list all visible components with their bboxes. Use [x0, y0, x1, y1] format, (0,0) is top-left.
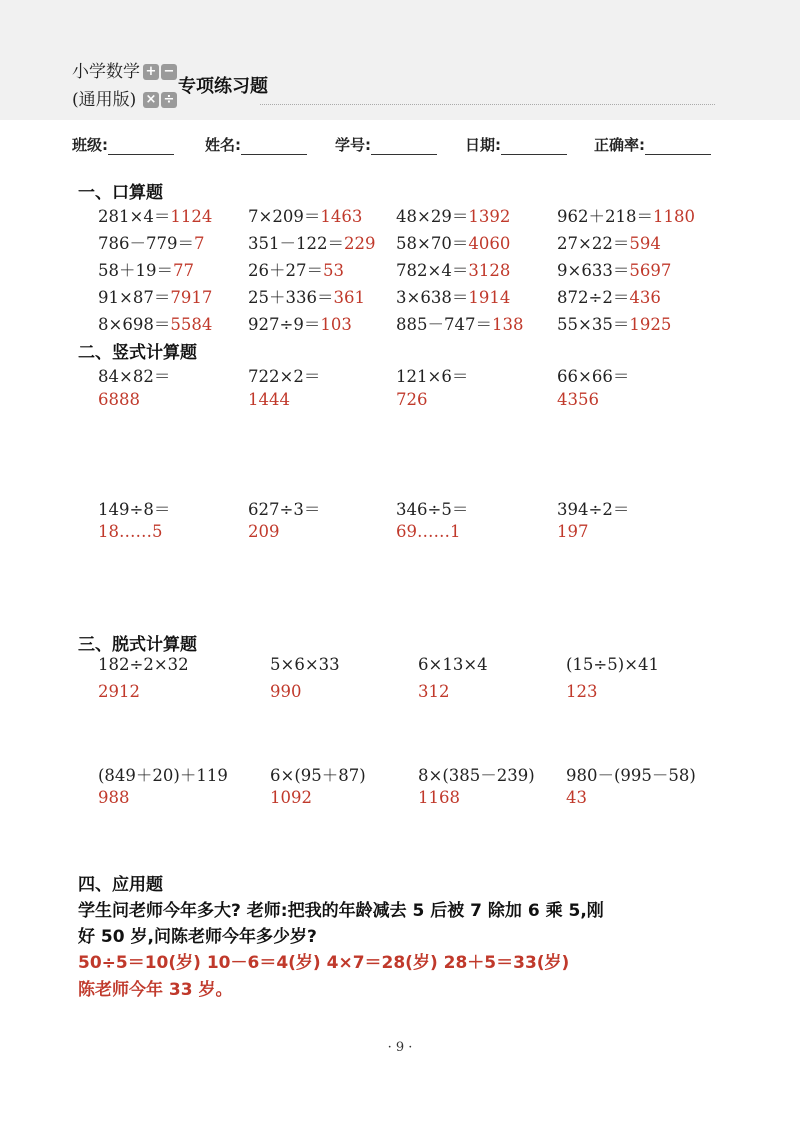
answer: 436 — [629, 288, 661, 307]
answer: 1092 — [270, 788, 312, 807]
word-problem-line2: 好 50 岁,问陈老师今年多少岁? — [78, 927, 317, 947]
stepwise-exercise: 6×13×4 — [418, 655, 488, 674]
oral-exercise: 26＋27＝53 — [248, 261, 344, 280]
oral-exercise: 962＋218＝1180 — [557, 207, 695, 226]
answer: 77 — [173, 261, 194, 280]
worksheet-title: 专项练习题 — [178, 76, 268, 97]
vertical-exercise: 121×6＝ — [396, 367, 469, 386]
accuracy-blank[interactable] — [645, 138, 711, 155]
answer: 2912 — [98, 682, 140, 701]
oral-exercise: 9×633＝5697 — [557, 261, 672, 280]
vertical-exercise: 149÷8＝ — [98, 500, 171, 519]
oral-exercise: 872÷2＝436 — [557, 288, 661, 307]
stepwise-exercise: (849＋20)＋119 — [98, 766, 228, 785]
oral-exercise: 351－122＝229 — [248, 234, 376, 253]
answer: 1444 — [248, 390, 290, 409]
answer: 123 — [566, 682, 598, 701]
answer: 594 — [629, 234, 661, 253]
answer: 6888 — [98, 390, 140, 409]
oral-exercise: 782×4＝3128 — [396, 261, 511, 280]
answer: 209 — [248, 522, 280, 541]
answer: 229 — [344, 234, 376, 253]
oral-exercise: 885－747＝138 — [396, 315, 524, 334]
answer: 1463 — [320, 207, 363, 226]
answer: 138 — [492, 315, 524, 334]
class-blank[interactable] — [108, 138, 174, 155]
answer: 103 — [320, 315, 352, 334]
accuracy-field[interactable] — [594, 134, 711, 155]
oral-exercise: 58×70＝4060 — [396, 234, 511, 253]
section2-title: 二、竖式计算题 — [78, 343, 197, 363]
date-label: 日期: — [465, 136, 501, 154]
answer: 1124 — [170, 207, 213, 226]
date-blank[interactable] — [501, 138, 567, 155]
oral-exercise: 927÷9＝103 — [248, 315, 352, 334]
oral-exercise: 27×22＝594 — [557, 234, 661, 253]
oral-exercise: 281×4＝1124 — [98, 207, 213, 226]
name-blank[interactable] — [241, 138, 307, 155]
vertical-exercise: 394÷2＝ — [557, 500, 630, 519]
vertical-exercise: 722×2＝ — [248, 367, 321, 386]
stepwise-exercise: 182÷2×32 — [98, 655, 189, 674]
word-problem-line1: 学生问老师今年多大? 老师:把我的年龄减去 5 后被 7 除加 6 乘 5,刚 — [78, 901, 604, 921]
answer: 1925 — [629, 315, 672, 334]
header-divider — [260, 104, 715, 105]
stepwise-exercise: 980－(995－58) — [566, 766, 696, 785]
section3-title: 三、脱式计算题 — [78, 635, 197, 655]
oral-exercise: 8×698＝5584 — [98, 315, 213, 334]
vertical-exercise: 66×66＝ — [557, 367, 630, 386]
answer: 361 — [333, 288, 365, 307]
answer: 53 — [323, 261, 344, 280]
answer: 988 — [98, 788, 130, 807]
oral-exercise: 58＋19＝77 — [98, 261, 194, 280]
answer: 4356 — [557, 390, 599, 409]
class-label: 班级: — [72, 136, 108, 154]
minus-icon: − — [161, 64, 177, 80]
vertical-exercise: 627÷3＝ — [248, 500, 321, 519]
answer: 43 — [566, 788, 587, 807]
oral-exercise: 48×29＝1392 — [396, 207, 511, 226]
multiply-icon: × — [143, 92, 159, 108]
solution-conclusion: 陈老师今年 33 岁。 — [78, 980, 233, 1000]
vertical-exercise: 346÷5＝ — [396, 500, 469, 519]
stepwise-exercise: 6×(95＋87) — [270, 766, 366, 785]
divide-icon: ÷ — [161, 92, 177, 108]
answer: 5697 — [629, 261, 672, 280]
brand-line1: 小学数学 — [72, 62, 140, 82]
operator-icons — [143, 60, 179, 112]
page-number: · 9 · — [387, 1040, 413, 1055]
accuracy-label: 正确率: — [594, 136, 645, 154]
answer: 1392 — [468, 207, 511, 226]
answer: 7917 — [170, 288, 213, 307]
answer: 7 — [194, 234, 205, 253]
date-field[interactable] — [465, 134, 567, 155]
oral-exercise: 3×638＝1914 — [396, 288, 511, 307]
answer: 4060 — [468, 234, 511, 253]
brand — [72, 58, 140, 114]
plus-icon: + — [143, 64, 159, 80]
student-id-field[interactable] — [335, 134, 437, 155]
answer: 1168 — [418, 788, 460, 807]
answer: 197 — [557, 522, 589, 541]
answer: 3128 — [468, 261, 511, 280]
answer: 990 — [270, 682, 302, 701]
oral-exercise: 25＋336＝361 — [248, 288, 365, 307]
section4-title: 四、应用题 — [78, 875, 163, 895]
oral-exercise: 7×209＝1463 — [248, 207, 363, 226]
answer: 5584 — [170, 315, 213, 334]
class-field[interactable] — [72, 134, 174, 155]
name-label: 姓名: — [205, 136, 241, 154]
student-id-label: 学号: — [335, 136, 371, 154]
answer: 69……1 — [396, 522, 461, 541]
brand-line2: (通用版) — [72, 90, 137, 110]
oral-exercise: 91×87＝7917 — [98, 288, 213, 307]
answer: 1914 — [468, 288, 511, 307]
name-field[interactable] — [205, 134, 307, 155]
student-info-row — [72, 134, 732, 158]
stepwise-exercise: 8×(385－239) — [418, 766, 535, 785]
vertical-exercise: 84×82＝ — [98, 367, 171, 386]
oral-exercise: 55×35＝1925 — [557, 315, 672, 334]
solution-steps: 50÷5＝10(岁) 10－6＝4(岁) 4×7＝28(岁) 28＋5＝33(岁) — [78, 953, 570, 973]
answer: 312 — [418, 682, 450, 701]
stepwise-exercise: 5×6×33 — [270, 655, 340, 674]
student-id-blank[interactable] — [371, 138, 437, 155]
answer: 726 — [396, 390, 428, 409]
section1-title: 一、口算题 — [78, 183, 163, 203]
oral-exercise: 786－779＝7 — [98, 234, 205, 253]
answer: 1180 — [653, 207, 695, 226]
stepwise-exercise: (15÷5)×41 — [566, 655, 660, 674]
answer: 18……5 — [98, 522, 163, 541]
